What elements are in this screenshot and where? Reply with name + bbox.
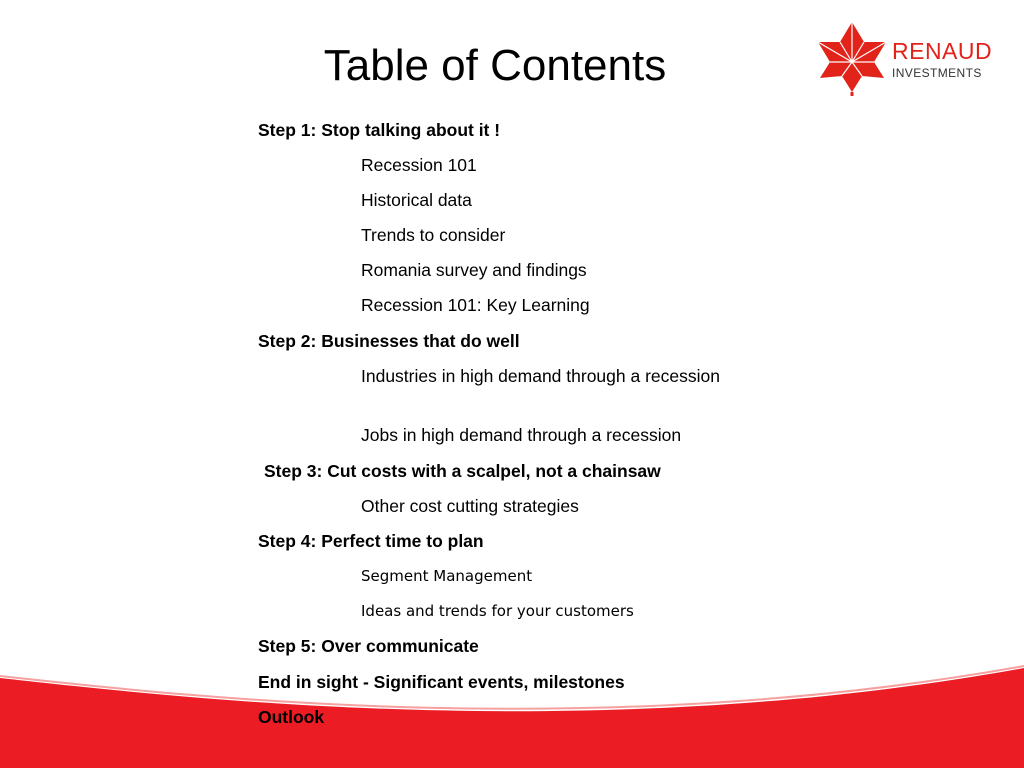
toc-item: Recession 101 [361,155,477,175]
toc-item: Other cost cutting strategies [361,496,579,516]
toc-item: Jobs in high demand through a recession [361,425,682,445]
logo-subtitle: INVESTMENTS [892,66,982,80]
toc-step-3: Step 3: Cut costs with a scalpel, not a chainsaw [264,461,661,481]
toc-closing-item: Outlook [258,707,325,727]
toc-step-2: Step 2: Businesses that do well [258,331,520,351]
toc-step-1: Step 1: Stop talking about it ! [258,120,501,140]
toc-closing-item: End in sight - Significant events, milestones [258,672,625,692]
toc-item: Industries in high demand through a recession [361,366,720,386]
toc-step-5: Step 5: Over communicate [258,636,479,656]
toc-item: Historical data [361,190,472,210]
toc-item: Recession 101: Key Learning [361,295,590,315]
toc-item: Romania survey and findings [361,260,587,280]
toc-item: Trends to consider [361,225,506,245]
toc-step-4: Step 4: Perfect time to plan [258,531,484,551]
page-title: Table of Contents [323,41,667,90]
toc-item: Ideas and trends for your customers [361,602,634,620]
logo-name: RENAUD [892,38,993,64]
toc-item: Segment Management [361,567,533,585]
